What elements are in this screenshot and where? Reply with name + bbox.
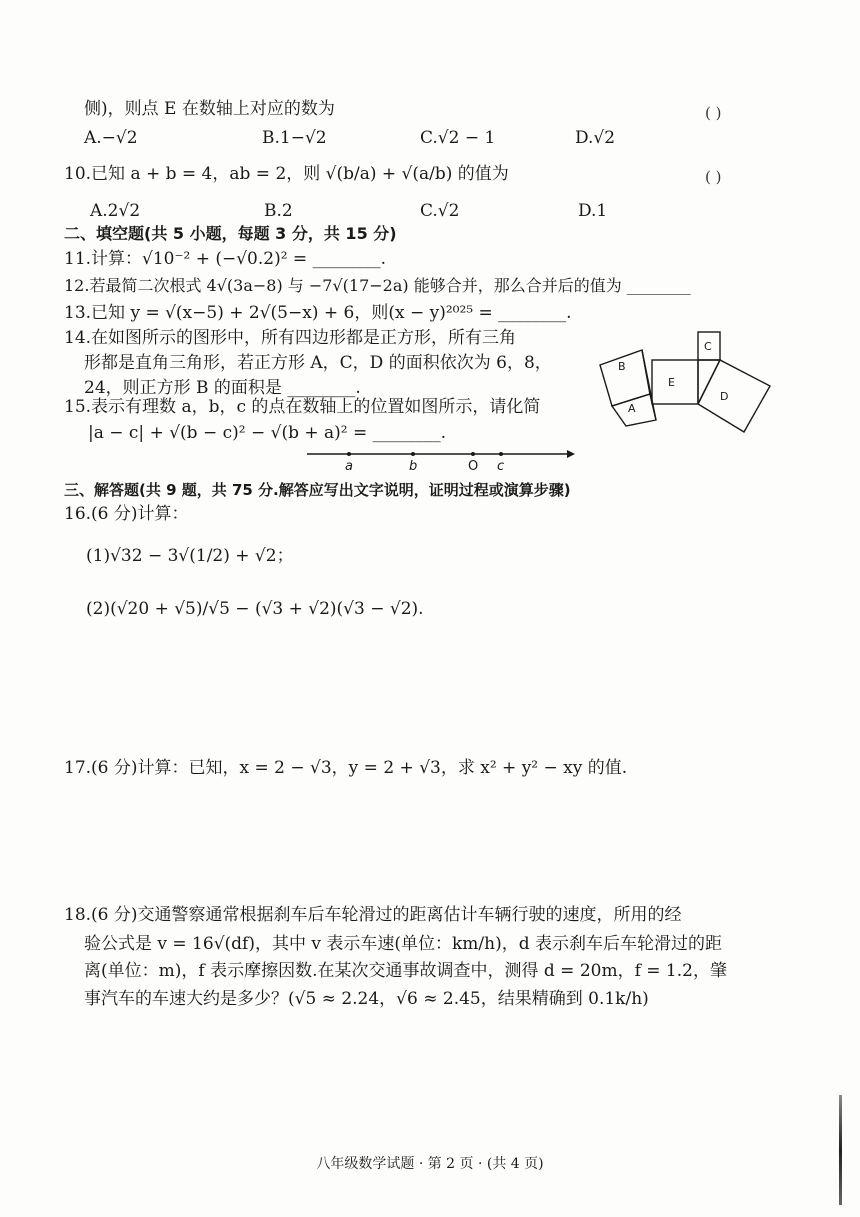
q10-option-b: B.2 <box>264 201 293 221</box>
scan-edge-shadow <box>839 1095 842 1205</box>
label-b: B <box>618 360 626 373</box>
section-3-title: 三、解答题(共 9 题，共 75 分.解答应写出文字说明，证明过程或演算步骤) <box>64 481 571 499</box>
number-line-label-a: a <box>345 459 353 473</box>
q14-line-3: 24，则正方形 B 的面积是 ________. <box>84 378 361 398</box>
section-2-title: 二、填空题(共 5 小题，每题 3 分，共 15 分) <box>64 224 397 243</box>
squares-figure <box>598 328 780 440</box>
square-b <box>600 350 650 406</box>
q10-answer-blank: ( ) <box>705 168 722 186</box>
point-o <box>471 452 475 456</box>
page-footer: 八年级数学试题 · 第 2 页 · (共 4 页) <box>316 1156 544 1172</box>
q9-answer-blank: ( ) <box>705 104 722 122</box>
q9-option-b: B.1−√2 <box>262 128 327 148</box>
q13: 13.已知 y = √(x−5) + 2√(5−x) + 6，则(x − y)²⁰²⁵ = ________. <box>64 303 572 323</box>
label-e: E <box>668 376 675 389</box>
q16-part-1: (1)√32 − 3√(1/2) + √2； <box>86 546 294 566</box>
number-line-label-o: O <box>468 459 479 473</box>
label-d: D <box>720 390 729 403</box>
q10-stem: 10.已知 a + b = 4，ab = 2，则 √(b/a) + √(a/b) 的值为 <box>64 164 509 184</box>
q12: 12.若最简二次根式 4√(3a−8) 与 −7√(17−2a) 能够合并，那么合并后的值为 ________ <box>64 276 691 295</box>
q9-option-a: A.−√2 <box>84 128 138 148</box>
q16-title: 16.(6 分)计算： <box>64 504 189 524</box>
square-e <box>652 360 698 404</box>
q9-option-c: C.√2 − 1 <box>420 128 496 148</box>
point-a <box>347 452 351 456</box>
q18-line-1: 18.(6 分)交通警察通常根据刹车后车轮滑过的距离估计车辆行驶的速度，所用的经 <box>64 905 682 925</box>
label-c: C <box>704 340 712 353</box>
q18-line-3: 离(单位：m)，f 表示摩擦因数.在某次交通事故调查中，测得 d = 20m，f = 1.2，肇 <box>84 961 727 981</box>
q15-line-1: 15.表示有理数 a，b，c 的点在数轴上的位置如图所示，请化简 <box>64 397 541 417</box>
q10-option-d: D.1 <box>578 201 608 221</box>
q10-option-c: C.√2 <box>420 201 460 221</box>
q16-part-2: (2)(√20 + √5)/√5 − (√3 + √2)(√3 − √2). <box>86 599 424 619</box>
number-line-label-c: c <box>497 459 505 473</box>
q10-option-a: A.2√2 <box>90 201 141 221</box>
number-line-label-b: b <box>409 459 418 473</box>
q14-line-2: 形都是直角三角形，若正方形 A，C，D 的面积依次为 6，8， <box>84 353 552 373</box>
q18-line-2: 验公式是 v = 16√(df)，其中 v 表示车速(单位：km/h)，d 表示刹车后车轮滑过的距 <box>84 934 723 954</box>
point-c <box>499 452 503 456</box>
q14-line-1: 14.在如图所示的图形中，所有四边形都是正方形，所有三角 <box>64 328 517 348</box>
q9-option-d: D.√2 <box>575 128 616 148</box>
number-line-arrow <box>567 450 575 458</box>
square-d <box>698 360 770 432</box>
point-b <box>411 452 415 456</box>
q11: 11.计算：√10⁻² + (−√0.2)² = ________. <box>64 249 386 269</box>
q18-line-4: 事汽车的车速大约是多少？(√5 ≈ 2.24，√6 ≈ 2.45，结果精确到 0.1k/h) <box>84 989 649 1009</box>
q15-line-2: |a − c| + √(b − c)² − √(b + a)² = ________. <box>88 423 447 443</box>
q17: 17.(6 分)计算：已知，x = 2 − √3，y = 2 + √3，求 x² + y² − xy 的值. <box>64 758 628 778</box>
label-a: A <box>628 402 636 415</box>
q9-stem-tail: 侧)，则点 E 在数轴上对应的数为 <box>84 99 335 119</box>
number-line <box>305 445 577 473</box>
